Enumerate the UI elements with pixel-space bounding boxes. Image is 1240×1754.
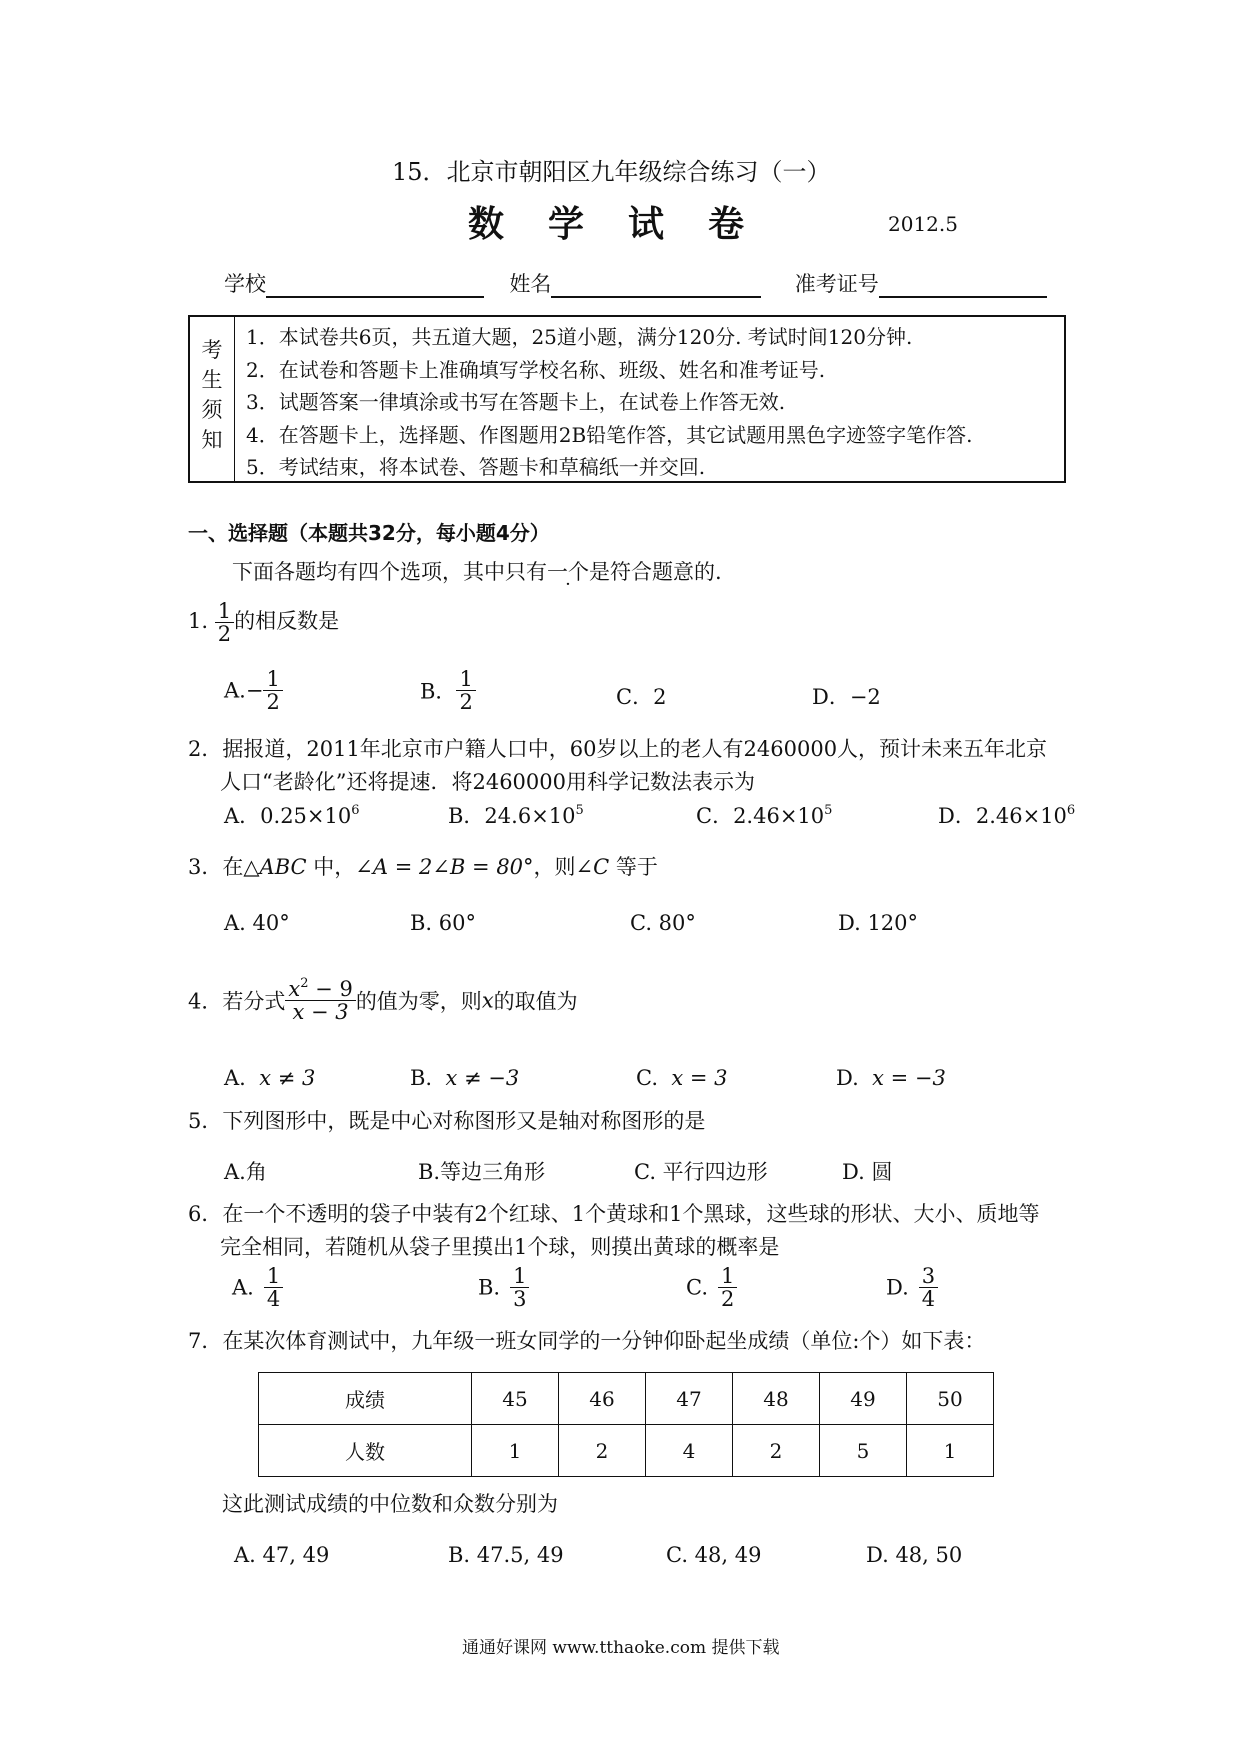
table-cell: 4 [646, 1425, 733, 1477]
q1-option-d[interactable]: D．−2 [812, 685, 881, 709]
q3-tail: ，则 [533, 855, 576, 879]
option-exponent: 6 [1066, 803, 1076, 818]
candidate-id-field[interactable] [879, 272, 1047, 298]
q4-variable: x [481, 988, 494, 1013]
fraction-denominator: x − 3 [285, 1000, 355, 1023]
option-exponent: 6 [351, 803, 360, 818]
notice-side-char: 知 [201, 428, 223, 452]
q5-option-b[interactable]: B.等边三角形 [418, 1160, 546, 1184]
name-field[interactable] [551, 272, 761, 298]
table-cell: 50 [907, 1373, 994, 1425]
question-2-line-2: 人口“老龄化”还将提速．将2460000用科学记数法表示为 [220, 770, 755, 794]
notice-side-label [190, 317, 235, 481]
fraction-denominator: 4 [264, 1287, 283, 1310]
numerator-rest: − 9 [308, 977, 353, 1001]
q7-option-b[interactable]: B. 47.5, 49 [448, 1543, 564, 1567]
q4-option-b[interactable] [410, 1066, 519, 1090]
intro-text: 下面各题均有四个选项，其中只有 [232, 560, 547, 584]
option-label: B. [478, 1275, 501, 1300]
footer-credit: 通通好课网 www.tthaoke.com 提供下载 [462, 1638, 780, 1658]
question-1 [188, 600, 339, 645]
option-label: A.− [224, 678, 264, 703]
candidate-id-label: 准考证号 [794, 272, 879, 296]
q4-mid: 的值为零，则 [355, 989, 482, 1014]
numerator-base: x [288, 977, 301, 1001]
table-cell: 1 [907, 1425, 994, 1477]
fraction-denominator: 4 [919, 1287, 938, 1310]
q4-option-a[interactable] [224, 1066, 315, 1090]
notice-item: 1．本试卷共6页，共五道大题，25道小题，满分120分. 考试时间120分钟. [246, 325, 913, 349]
q3-mid: 中， [306, 855, 356, 879]
notice-list [246, 321, 973, 484]
fraction-numerator: 1 [266, 667, 280, 691]
fraction-numerator: 1 [217, 599, 232, 623]
q5-option-d[interactable]: D. 圆 [842, 1160, 893, 1184]
question-7: 7．在某次体育测试中，九年级一班女同学的一分钟仰卧起坐成绩（单位:个）如下表： [188, 1329, 986, 1353]
angle-expression: ∠A = 2∠B = 80° [355, 855, 534, 879]
q4-end: 的取值为 [493, 989, 578, 1014]
option-label: B． [420, 679, 457, 704]
option-label: A. [224, 1066, 246, 1090]
q1-number: 1. [188, 609, 209, 634]
q3-option-a[interactable]: A. 40° [224, 911, 290, 935]
exam-subject-title: 数学试卷 [468, 203, 789, 245]
question-4 [188, 978, 578, 1023]
option-fraction [264, 1265, 283, 1310]
option-expression: x = 3 [671, 1066, 728, 1090]
q4-fraction [285, 978, 355, 1023]
fraction-denominator: 2 [263, 690, 282, 713]
option-exponent: 5 [575, 803, 584, 818]
fraction-numerator: 1 [459, 667, 473, 691]
table-cell: 45 [472, 1373, 559, 1425]
option-expression: x = −3 [872, 1066, 946, 1090]
q4-option-d[interactable] [836, 1066, 946, 1090]
q2-option-b[interactable] [448, 800, 584, 830]
q6-option-a[interactable] [232, 1265, 283, 1310]
option-label: C. [686, 1275, 708, 1300]
q1-option-a[interactable] [224, 668, 283, 713]
question-6-line-1: 6．在一个不透明的袋子中装有2个红球、1个黄球和1个黑球，这些球的形状、大小、质地等 [188, 1202, 1040, 1226]
option-text: D．2.46×10 [938, 804, 1067, 828]
table-row-header: 人数 [259, 1425, 472, 1477]
option-fraction [510, 1265, 529, 1310]
table-cell: 1 [472, 1425, 559, 1477]
name-label: 姓名 [509, 272, 552, 296]
notice-item: 3．试题答案一律填涂或书写在答题卡上，在试卷上作答无效. [246, 390, 786, 414]
table-row [259, 1373, 994, 1425]
fraction-numerator: 1 [721, 1264, 735, 1288]
fraction-numerator: 3 [921, 1264, 936, 1288]
exam-notice-box [188, 315, 1066, 483]
fraction-numerator: 1 [266, 1264, 281, 1288]
option-label: B. [410, 1066, 433, 1090]
table-cell: 46 [559, 1373, 646, 1425]
option-fraction [919, 1265, 938, 1310]
q1-option-c[interactable]: C．2 [616, 685, 667, 709]
q6-option-d[interactable] [886, 1265, 938, 1310]
fraction-denominator: 2 [215, 622, 234, 645]
question-5: 5．下列图形中，既是中心对称图形又是轴对称图形的是 [188, 1109, 706, 1133]
table-cell: 48 [733, 1373, 820, 1425]
fraction-numerator: 1 [513, 1264, 527, 1288]
angle-c: ∠C [575, 855, 610, 879]
question-7-prompt: 这此测试成绩的中位数和众数分别为 [222, 1492, 558, 1516]
table-cell: 49 [820, 1373, 907, 1425]
triangle-symbol: △ [243, 855, 260, 879]
school-label: 学校 [224, 272, 266, 296]
section-title: 一、选择题（本题共32分，每小题4分） [188, 521, 550, 545]
scores-table [258, 1372, 994, 1477]
table-row-header: 成绩 [259, 1373, 472, 1425]
school-field[interactable] [266, 272, 484, 298]
intro-text-end: 是符合题意的. [589, 560, 722, 584]
q3-end: 等于 [609, 855, 658, 879]
option-label: D. [886, 1275, 909, 1300]
q3-option-d[interactable]: D. 120° [838, 911, 919, 935]
q7-option-c[interactable]: C. 48, 49 [666, 1543, 762, 1567]
option-text: C．2.46×10 [696, 804, 825, 828]
numerator-exponent: 2 [300, 976, 309, 991]
notice-side-char: 生 [201, 368, 223, 392]
q7-option-d[interactable]: D. 48, 50 [866, 1543, 963, 1567]
q1-text: 的相反数是 [234, 609, 340, 634]
section-intro [232, 556, 722, 586]
notice-item: 4．在答题卡上，选择题、作图题用2B铅笔作答，其它试题用黑色字迹签字笔作答. [246, 422, 973, 447]
option-label: A. [232, 1275, 254, 1300]
fraction-denominator: 2 [456, 690, 475, 713]
option-text: B．24.6×10 [448, 804, 576, 828]
q1-fraction [215, 600, 234, 645]
q5-option-c[interactable]: C. 平行四边形 [634, 1160, 768, 1184]
exam-date: 2012.5 [888, 212, 958, 236]
q2-option-a[interactable] [224, 800, 360, 830]
table-cell: 2 [559, 1425, 646, 1477]
q2-option-d[interactable] [938, 800, 1075, 830]
fraction-denominator: 3 [510, 1287, 529, 1310]
notice-side-char: 考 [201, 338, 223, 362]
table-cell: 5 [820, 1425, 907, 1477]
option-expression: x ≠ −3 [445, 1066, 520, 1090]
fraction-numerator [285, 978, 355, 1000]
option-fraction [263, 668, 282, 713]
question-3 [188, 851, 658, 881]
q7-option-a[interactable]: A. 47, 49 [234, 1543, 330, 1567]
option-expression: x ≠ 3 [259, 1066, 316, 1090]
notice-item: 2．在试卷和答题卡上准确填写学校名称、班级、姓名和准考证号. [246, 357, 826, 382]
notice-item: 5．考试结束，将本试卷、答题卡和草稿纸一并交回. [246, 455, 706, 479]
option-fraction [456, 668, 475, 713]
exam-heading: 15．北京市朝阳区九年级综合练习（一） [392, 158, 831, 186]
student-info-row [224, 268, 1047, 298]
question-6-line-2: 完全相同，若随机从袋子里摸出1个球，则摸出黄球的概率是 [220, 1235, 780, 1259]
option-label: D. [836, 1066, 859, 1090]
q4-option-c[interactable] [636, 1066, 728, 1090]
q4-prefix: 4．若分式 [188, 989, 286, 1014]
q2-option-c[interactable] [696, 800, 832, 830]
table-row [259, 1425, 994, 1477]
notice-side-char: 须 [201, 398, 223, 422]
intro-emphasis: 一个 [547, 560, 589, 584]
q3-option-c[interactable]: C. 80° [630, 911, 696, 935]
option-label: C. [636, 1066, 658, 1090]
table-cell: 47 [646, 1373, 733, 1425]
table-cell: 2 [733, 1425, 820, 1477]
option-fraction [718, 1265, 737, 1310]
q3-prefix: 3．在 [188, 855, 244, 879]
q6-option-b[interactable] [478, 1265, 529, 1310]
option-text: A．0.25×10 [224, 804, 352, 828]
option-exponent: 5 [824, 803, 833, 818]
question-2-line-1: 2．据报道，2011年北京市户籍人口中，60岁以上的老人有2460000人，预计未来五年北京 [188, 737, 1048, 761]
fraction-denominator: 2 [718, 1287, 737, 1310]
q1-option-b[interactable] [420, 668, 476, 713]
q3-option-b[interactable]: B. 60° [410, 911, 477, 935]
q6-option-c[interactable] [686, 1265, 737, 1310]
triangle-name: ABC [259, 855, 307, 879]
q5-option-a[interactable]: A.角 [224, 1160, 267, 1184]
